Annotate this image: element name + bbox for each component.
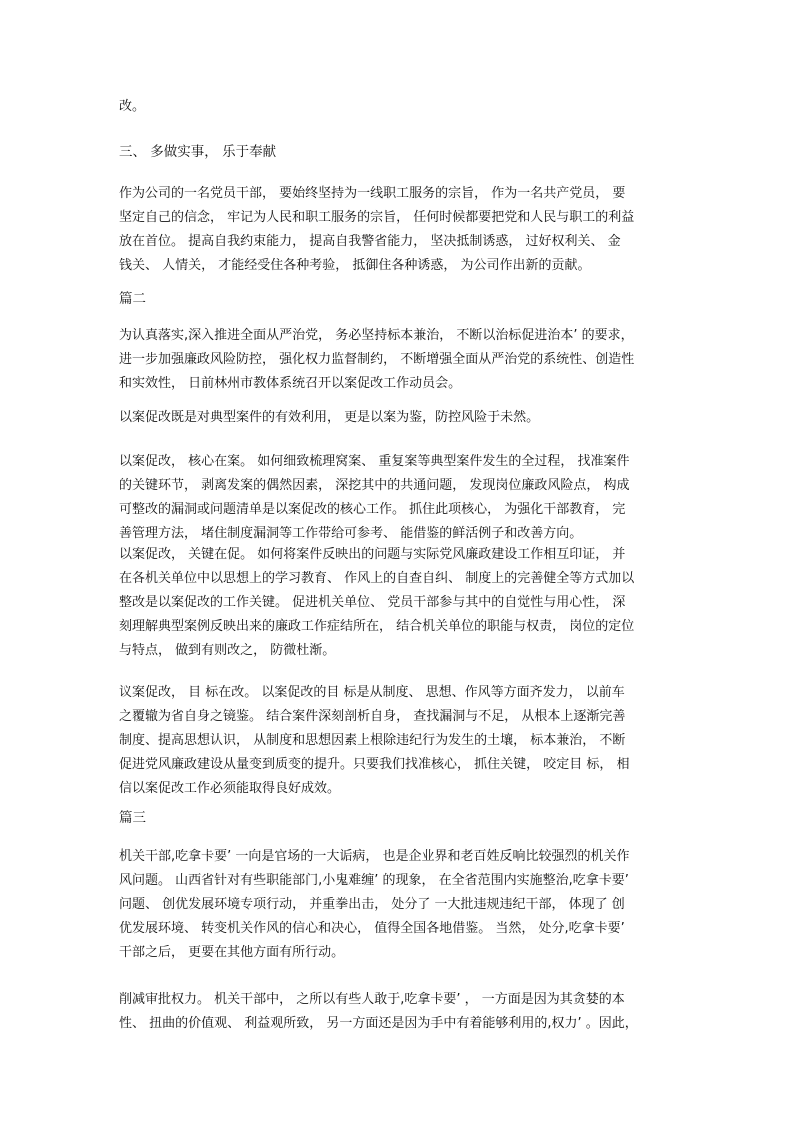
paragraph-line: 促进党风廉政建设从量变到质变的提升。只要我们找准核心， 抓住关键， 咬定目 标， 相 [119,757,630,772]
paragraph-line: 刻理解典型案例反映出来的廉政工作症结所在， 结合机关单位的职能与权责， 岗位的定位 [119,619,635,634]
paragraph-line: 以案促改， 关键在促。 如何将案件反映出的问题与实际党风廉政建设工作相互印证， 并 [119,547,626,562]
paragraph [119,324,687,396]
paragraph-line: 整改是以案促改的工作关键。 促进机关单位、 党员干部参与其中的自觉性与用心性， 深 [119,595,626,610]
heading-text: 篇三 [119,810,146,826]
paragraph-line: 可整改的漏洞或问题清单是以案促改的核心工作。 抓住此项核心， 为强化干部教育， 完 [119,502,626,517]
paragraph-line: 与特点， 做到有则改之， 防微杜渐。 [119,643,336,658]
heading-text: 篇二 [119,291,146,307]
paragraph [119,681,687,801]
paragraph-line: 机关干部,吃拿卡要’ 一向是官场的一大诟病， 也是企业界和老百姓反响比较强烈的机关作 [119,849,630,864]
paragraph [119,450,687,546]
paragraph-line: 的关键环节， 剥离发案的偶然因素， 深挖其中的共通问题， 发现岗位廉政风险点， 构成 [119,478,630,493]
paragraph-line: 削减审批权力。 机关干部中， 之所以有些人敢于,吃拿卡要’ ， 一方面是因为其贪婪的本 [119,992,625,1007]
paragraph-line: 干部之后， 更要在其他方面有所行动。 [119,945,345,960]
paragraph-line: 风问题。 山西省针对有些职能部门,小鬼难缠’ 的现象， 在全省范围内实施整治,吃拿卡要’ [119,873,629,888]
paragraph-line: 坚定自己的信念， 牢记为人民和职工服务的宗旨， 任何时候都要把党和人民与职工的利益 [119,210,635,225]
paragraph-line: 和实效性， 日前林州市教体系统召开以案促改工作动员会。 [119,376,462,391]
paragraph-line: 性、 扭曲的价值观、 利益观所致， 另一方面还是因为手中有着能够利用的,权力’ 。因此， [119,1016,638,1031]
paragraph-line: 以案促改， 核心在案。 如何细致梳理窝案、 重复案等典型案件发生的全过程， 找准案件 [119,454,630,469]
paragraph-line: 进一步加强廉政风险防控， 强化权力监督制约， 不断增强全面从严治党的系统性、创造性 [119,352,635,367]
paragraph-line: 问题、 创优发展环境专项行动， 并重拳出击， 处分了 一大批违规违纪干部， 体现了 创 [119,897,625,912]
paragraph [119,988,687,1036]
paragraph [119,543,687,663]
paragraph-line: 之覆辙为省自身之镜鉴。 结合案件深刻剖析自身， 查找漏洞与不足， 从根本上逐渐完善 [119,709,626,724]
paragraph-line: 以案促改既是对典型案件的有效利用， 更是以案为鉴，防控风险于未然。 [119,410,540,425]
section-heading [119,287,687,311]
heading-text: 三、 多做实事， 乐于奉献 [119,144,277,160]
paragraph-line: 议案促改， 目 标在改。 以案促改的目 标是从制度、 思想、作风等方面齐发力， 以前车 [119,685,625,700]
paragraph-line: 作为公司的一名党员干部， 要始终坚持为一线职工服务的宗旨， 作为一名共产党员， 要 [119,186,626,201]
paragraph [119,845,687,965]
paragraph-line: 善管理方法， 堵住制度漏洞等工作带给可参考、 能借鉴的鲜活例子和改善方向。 [119,526,583,541]
paragraph-line: 为认真落实,深入推进全面从严治党， 务必坚持标本兼治， 不断以治标促进治本’ 的要求， [119,328,634,343]
paragraph-line: 制度、提高思想认识， 从制度和思想因素上根除违纪行为发生的土壤， 标本兼治， 不断 [119,733,626,748]
paragraph [119,182,687,278]
paragraph-line: 放在首位。 提高自我约束能力， 提高自我警省能力， 坚决抵制诱惑， 过好权利关、 金 [119,234,621,249]
paragraph-line: 在各机关单位中以思想上的学习教育、 作风上的自查自纠、 制度上的完善健全等方式加以 [119,571,635,586]
paragraph-line: 钱关、 人情关， 才能经受住各种考验， 抵御住各种诱惑， 为公司作出新的贡献。 [119,258,591,273]
paragraph-line: 优发展环境、 转变机关作风的信心和决心， 值得全国各地借鉴。 当然， 处分,吃拿卡要’ [119,921,625,936]
paragraph [119,95,687,119]
paragraph-line: 信以案促改工作必须能取得良好成效。 [119,781,341,796]
paragraph-line: 改。 [119,99,146,114]
section-heading [119,140,687,164]
section-heading [119,806,687,830]
paragraph [119,406,687,430]
